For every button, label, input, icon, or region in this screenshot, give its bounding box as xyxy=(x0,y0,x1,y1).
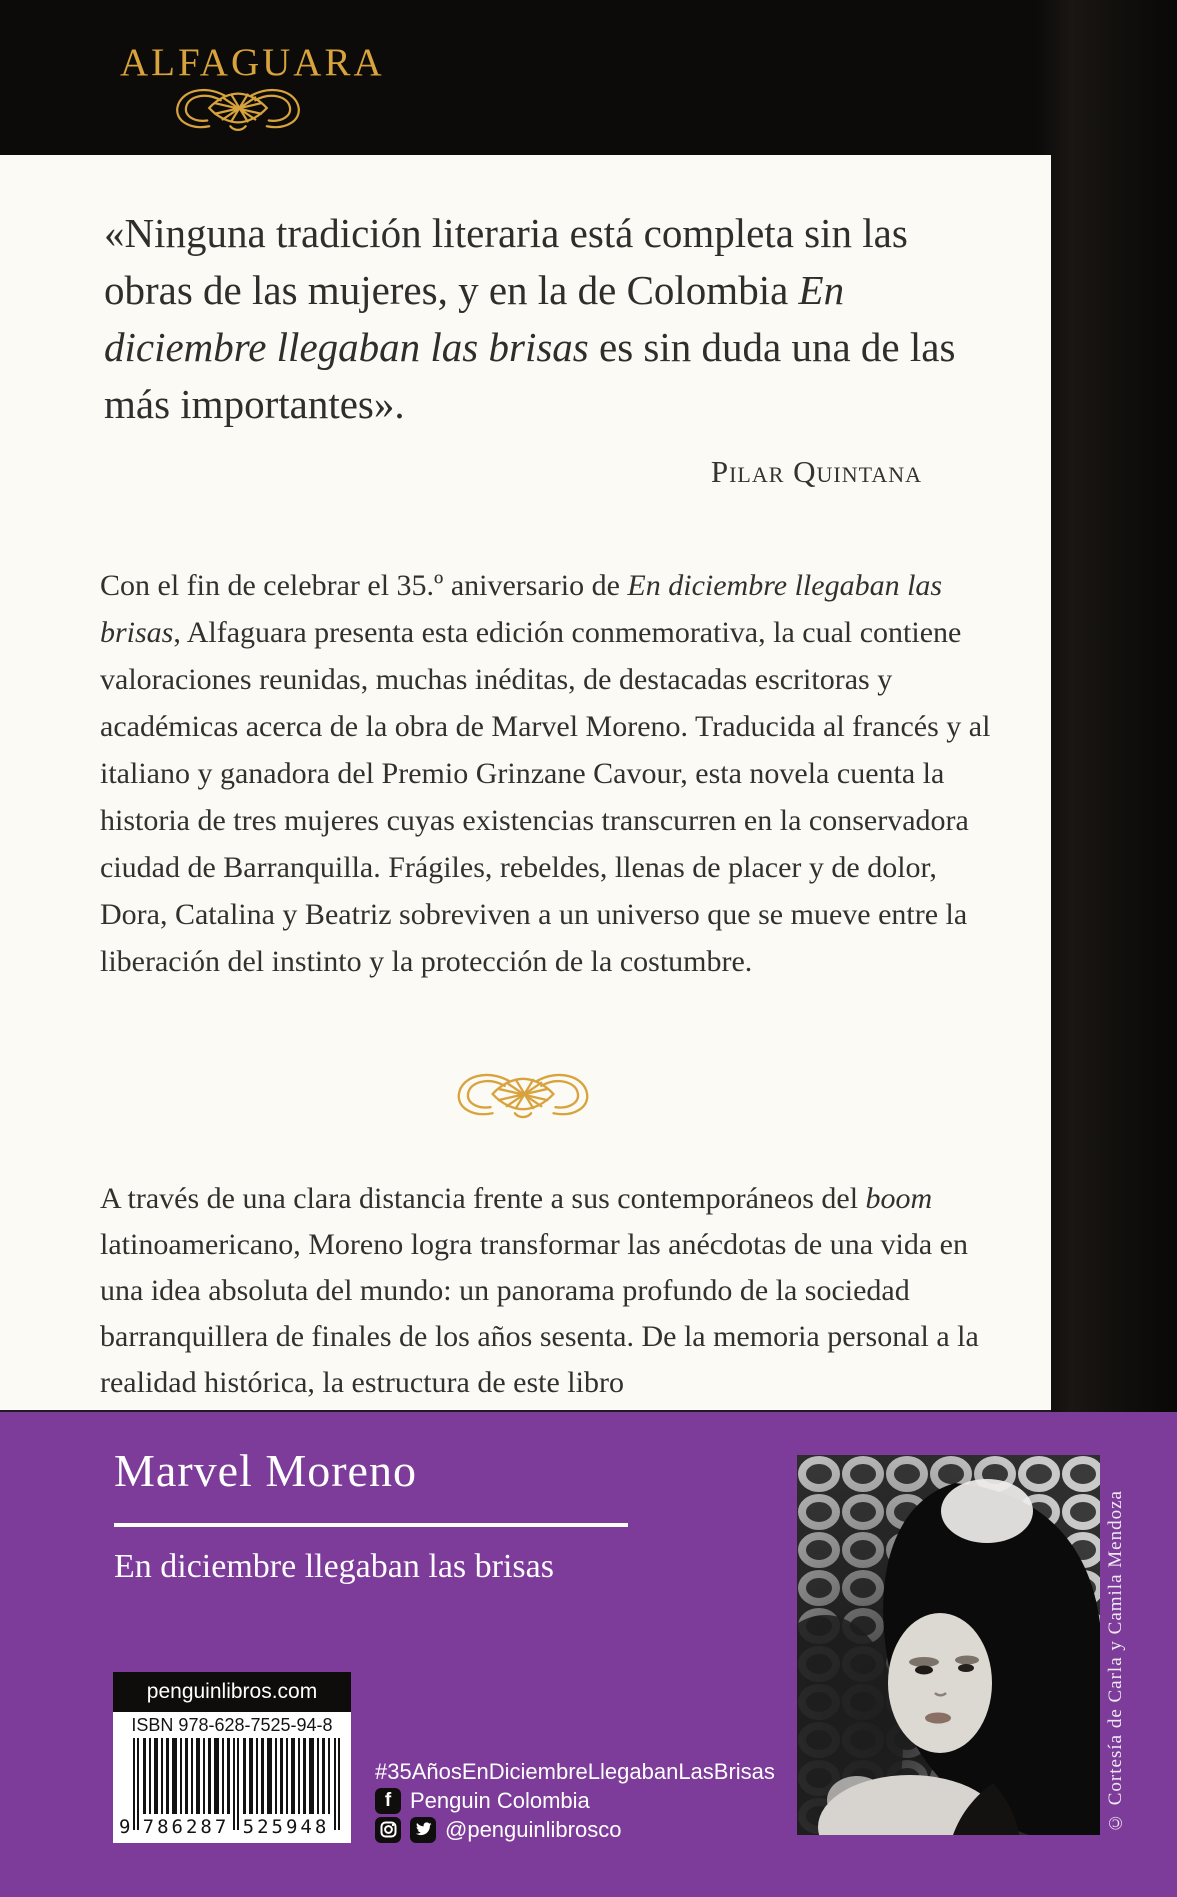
publisher-logo: ALFAGUARA xyxy=(120,41,385,84)
social-handle: @penguinlibrosco xyxy=(445,1816,622,1842)
section-divider-knot-icon xyxy=(452,1068,594,1120)
barcode-digits-right: 525948 xyxy=(242,1816,330,1838)
context-text-1: A través de una clara distancia frente a sus contemporáneos del xyxy=(100,1182,866,1215)
author-photo xyxy=(797,1455,1100,1835)
barcode-block xyxy=(113,1712,351,1843)
synopsis-paragraph xyxy=(100,562,1000,985)
synopsis-text-2: , Alfaguara presenta esta edición conmemorativa, la cual contiene valoraciones reunidas, muchas inéditas, de destacadas escritoras y académicas acerca de la obra de Marvel Moreno. Traducida al francés y al italiano y ganadora del Premio Grinzane Cavour, esta novela cuenta la historia de tres mujeres cuyas existencias transcurren en la conservadora ciudad de Barranquilla. Frágiles, rebeldes, llenas de placer y de dolor, Dora, Catalina y Beatriz sobreviven a un universo que se mueve entre la liberación del instinto y la protección de la costumbre. xyxy=(100,616,991,978)
synopsis-text-1: Con el fin de celebrar el 35.º aniversario de xyxy=(100,569,628,602)
barcode-digit-first: 9 xyxy=(119,1816,131,1838)
context-text-2: latinoamericano, Moreno logra transformar las anécdotas de una vida en una idea absoluta del mundo: un panorama profundo de la sociedad barranquillera de finales de los años sesenta. De la memoria personal a la realidad histórica, la estructura de este libro xyxy=(100,1228,979,1399)
quote-text-1: «Ninguna tradición literaria está completa sin las obras de las mujeres, y en la de Colombia xyxy=(104,210,908,313)
context-word-boom: boom xyxy=(865,1182,933,1215)
facebook-label: Penguin Colombia xyxy=(410,1787,590,1813)
barcode xyxy=(117,1736,347,1840)
alfaguara-knot-icon xyxy=(168,84,308,132)
quote-text-2: es sin duda una de las más importantes». xyxy=(104,324,956,427)
title-divider-rule xyxy=(114,1523,628,1527)
author-name: Marvel Moreno xyxy=(114,1445,417,1496)
synopsis-book-title: En diciembre llegaban las brisas xyxy=(100,569,943,649)
photo-credit: © Cortesía de Carla y Camila Mendoza xyxy=(1105,1490,1126,1833)
instagram-icon xyxy=(375,1817,401,1843)
context-paragraph xyxy=(100,1176,1000,1406)
barcode-digits-left: 786287 xyxy=(142,1816,230,1838)
quote-attribution: Pilar Quintana xyxy=(710,454,922,489)
facebook-row xyxy=(375,1787,775,1814)
twitter-icon xyxy=(410,1817,436,1843)
facebook-icon: f xyxy=(375,1788,401,1814)
publisher-website: penguinlibros.com xyxy=(113,1672,351,1712)
review-quote xyxy=(104,205,964,500)
book-title: En diciembre llegaban las brisas xyxy=(114,1548,554,1585)
social-block xyxy=(375,1758,775,1845)
handles-row xyxy=(375,1816,775,1843)
hashtag-row xyxy=(375,1758,775,1785)
campaign-hashtag: #35AñosEnDiciembreLlegabanLasBrisas xyxy=(375,1758,775,1784)
quote-book-title: En diciembre llegaban las brisas xyxy=(104,267,845,370)
isbn-label: ISBN 978-628-7525-94-8 xyxy=(131,1715,333,1735)
